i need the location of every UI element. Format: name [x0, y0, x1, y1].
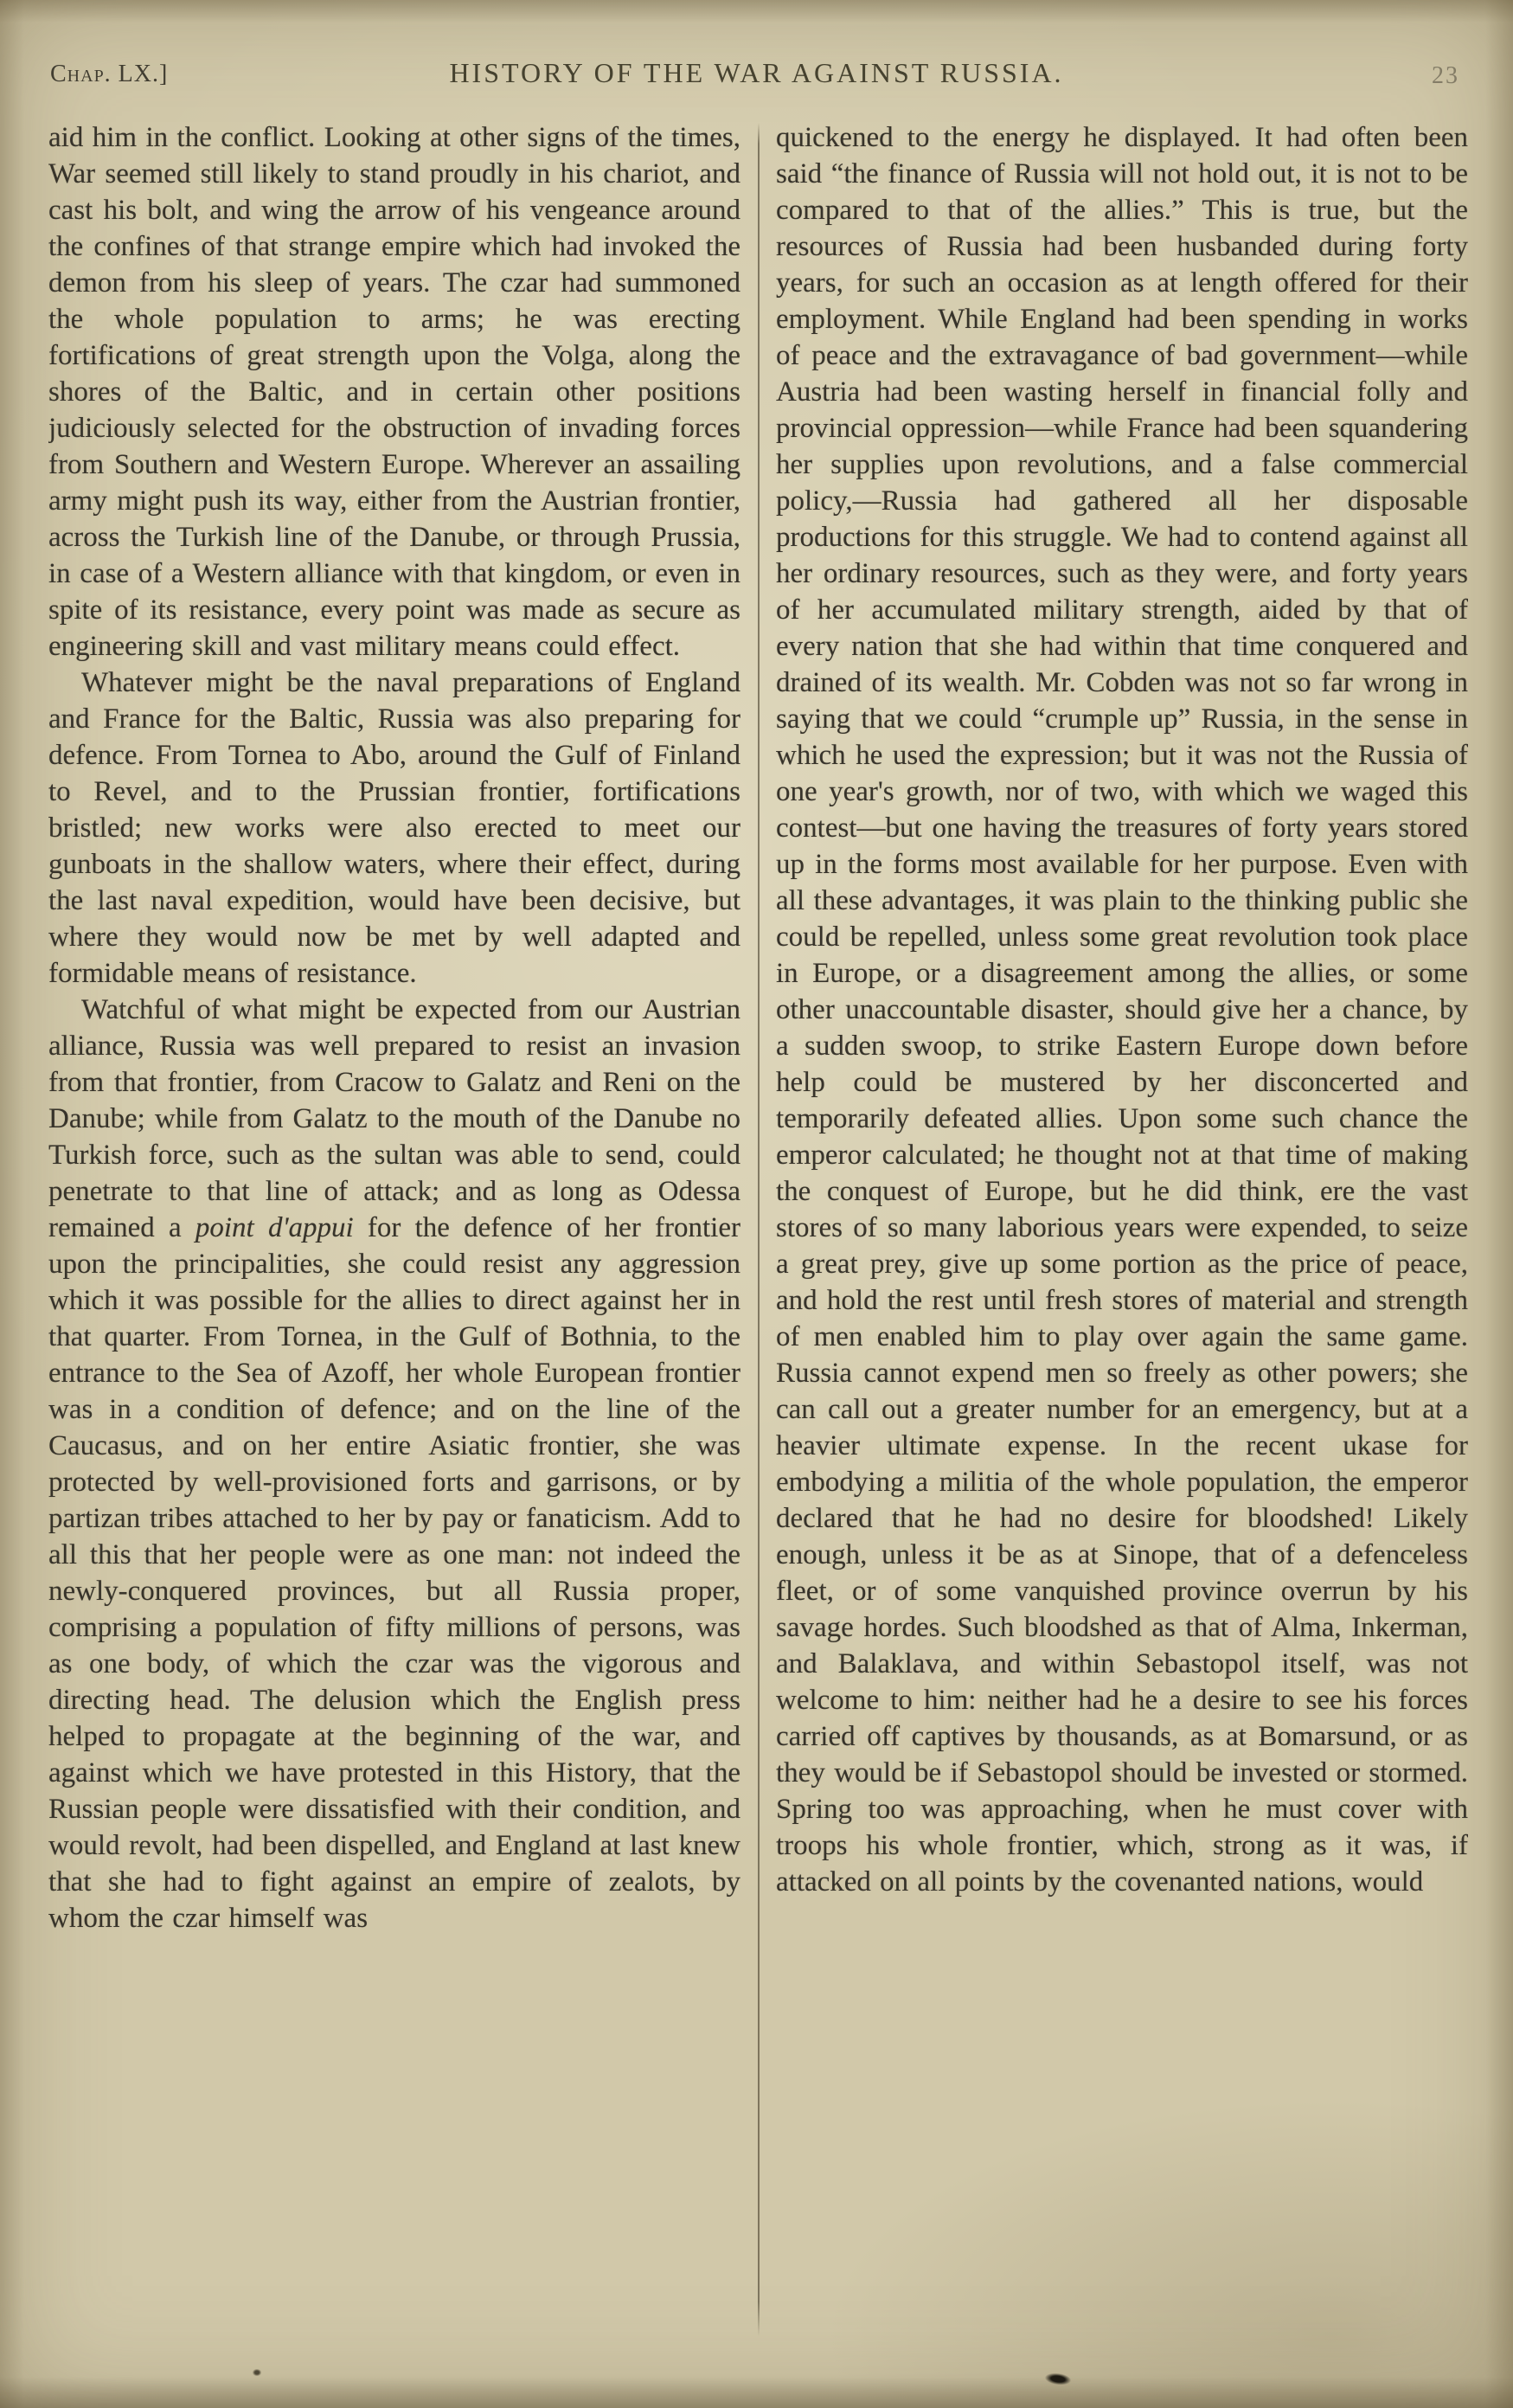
paragraph: Whatever might be the naval preparations of England and France for the Baltic, Russia was also preparing for defence. From Tornea to Abo, around the Gulf of Finland to Revel, and to the Prussian frontier, fortifications bristled; new works were also erected to meet our gunboats in the shallow waters, where their effect, during the last naval expedition, would have been decisive, but where they would now be met by well adapted and formidable means of resistance.: [48, 667, 740, 989]
page-number: 23: [1432, 62, 1459, 89]
paragraph: aid him in the conflict. Looking at other signs of the times, War seemed still likely to stand proudly in his chariot, and cast his bolt, and wing the arrow of his vengeance around the confines of that strange empire which had invoked the demon from his sleep of years. The czar had summoned the whole population to arms; he was erecting fortifications of great strength upon the Volga, along the shores of the Baltic, and in certain other positions judiciously selected for the obstruction of invading forces from Southern and Western Europe. Wherever an assailing army might push its way, either from the Austrian frontier, across the Turkish line of the Danube, or through Prussia, in case of a Western alliance with that kingdom, or even in spite of its resistance, every point was made as secure as engineering skill and vast military means could effect.: [48, 122, 740, 662]
column-divider: [758, 123, 760, 2336]
ink-speck-small: [253, 2369, 261, 2376]
page-header: [0, 55, 1513, 97]
right-column: [776, 119, 1468, 2336]
paragraph: quickened to the energy he displayed. It had often been said “the finance of Russia will not hold out, it is not to be compared to that of the allies.” This is true, but the resources of Russia had been husbanded during forty years, for such an occasion as at length offered for their employment. While England had been spending in works of peace and the extravagance of bad government—while Austria had been wasting herself in financial folly and provincial oppression—while France had been squandering her supplies upon revolutions, and a false commercial policy,—Russia had gathered all her disposable productions for this struggle. We had to contend against all her ordinary resources, such as they were, and forty years of her accumulated military strength, aided by that of every nation that she had within that time conquered and drained of its wealth. Mr. Cobden was not so far wrong in saying that we could “crumple up” Russia, in the sense in which he used the expression; but it was not the Russia of one year's growth, nor of two, with which we waged this contest—but one having the treasures of forty years stored up in the forms most available for her purpose. Even with all these advantages, it was plain to the thinking public she could be repelled, unless some great revolution took place in Europe, or a disagreement among the allies, or some other unaccountable disaster, should give her a chance, by a sudden swoop, to strike Eastern Europe down before help could be mustered by her disconcerted and temporarily defeated allies. Upon some such chance the emperor calculated; he thought not at that time of making the conquest of Europe, but he did think, ere the vast stores of so many laborious years were expended, to seize a great prey, give up some portion as the price of peace, and hold the rest until fresh stores of material and strength of men enabled him to play over again the same game. Russia cannot expend men so freely as other powers; she can call out a greater number for an emergency, but at a heavier ultimate expense. In the recent ukase for embodying a militia of the whole population, the emperor declared that he had no desire for bloodshed! Likely enough, unless it be as at Sinope, that of a defenceless fleet, or of some vanquished province overrun by his savage hordes. Such bloodshed as that of Alma, Inkerman, and Balaklava, and within Sebastopol itself, was not welcome to him: neither had he a desire to see his forces carried off captives by thousands, as at Bomarsund, or as they would be if Sebastopol should be invested or stormed. Spring too was approaching, when he must cover with troops his whole frontier, which, strong as it was, if attacked on all points by the covenanted nations, would: [776, 122, 1468, 1898]
chapter-label: Chap. LX.]: [50, 61, 169, 87]
ink-speck: [1044, 2372, 1071, 2386]
left-column: [48, 119, 740, 2336]
paragraph: Watchful of what might be expected from our Austrian alliance, Russia was well prepared to resist an invasion from that frontier, from Cracow to Galatz and Reni on the Danube; while from Galatz to the mouth of the Danube no Turkish force, such as the sultan was able to send, could penetrate to that line of attack; and as long as Odessa remained a point d'appui for the defence of her frontier upon the principalities, she could resist any aggression which it was possible for the allies to direct against her in that quarter. From Tornea, in the Gulf of Bothnia, to the entrance to the Sea of Azoff, her whole European frontier was in a condition of defence; and on the line of the Caucasus, and on her entire Asiatic frontier, she was protected by well-provisioned forts and garrisons, or by partizan tribes attached to her by pay or fanaticism. Add to all this that her people were as one man: not indeed the newly-conquered provinces, but all Russia proper, comprising a population of fifty millions of persons, was as one body, of which the czar was the vigorous and directing head. The delusion which the English press helped to propagate at the beginning of the war, and against which we have protested in this History, that the Russian people were dissatisfied with their condition, and would revolt, had been dispelled, and England at last knew that she had to fight against an empire of zealots, by whom the czar himself was: [48, 994, 740, 1934]
text-columns: [0, 97, 1513, 2336]
page-title: HISTORY OF THE WAR AGAINST RUSSIA.: [449, 57, 1064, 88]
